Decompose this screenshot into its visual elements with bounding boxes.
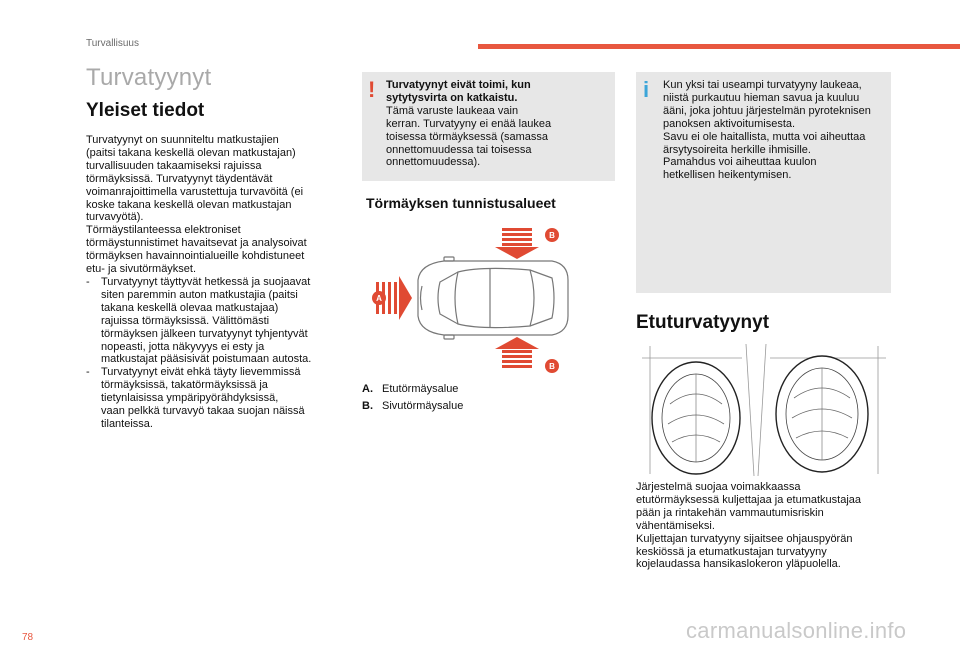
marker-b-top: B xyxy=(545,228,559,242)
bullet-text xyxy=(101,366,305,431)
text-line: törmäyksen havainnointialueille kohdistuneet xyxy=(86,250,305,263)
text-line: Savu ei ole haitallista, mutta voi aiheuttaa xyxy=(663,130,866,143)
page-title: Turvatyynyt xyxy=(86,64,212,91)
text-line: Järjestelmä suojaa voimakkaassa xyxy=(636,481,801,493)
text-line: Pamahdus voi aiheuttaa kuulon xyxy=(663,156,817,169)
text-line: törmäyksen jälkeen turvatyynyt tyhjentyvät xyxy=(101,327,308,340)
car-outline xyxy=(418,257,568,339)
text-line: ärsytysoireita herkille ihmisille. xyxy=(663,143,811,156)
driver-airbag xyxy=(652,362,740,474)
text-line: törmäyksissä. Turvatyynyt täydentävät xyxy=(86,172,273,185)
legend-key-a: A. xyxy=(362,383,373,395)
front-airbags-text xyxy=(636,481,898,571)
text-line: ääni, joka johtuu järjestelmän pyroteknisen xyxy=(663,104,871,117)
text-line: vähentämiseksi. xyxy=(636,519,715,532)
bullet-item xyxy=(86,276,348,366)
text-line: voimanrajoittimella varustettuja turvavöitä (ei xyxy=(86,185,304,198)
side-impact-arrow-bottom xyxy=(495,337,539,368)
bullet-item xyxy=(86,366,348,431)
watermark: carmanualsonline.info xyxy=(686,618,907,643)
text-line: (paitsi takana keskellä olevan matkustajan) xyxy=(86,146,296,159)
legend-label-b: Sivutörmäysalue xyxy=(382,399,464,412)
bullet-dash: - xyxy=(86,275,90,288)
side-impact-arrow-top xyxy=(495,228,539,259)
text-line: hetkellisen heikentymisen. xyxy=(663,169,792,182)
text-line: turvallisuuden takaamiseksi rajuissa xyxy=(86,159,262,172)
text-line: turvavyötä). xyxy=(86,211,144,224)
text-line: rajuissa törmäyksissä. Välittömästi xyxy=(101,314,270,327)
warning-body-text xyxy=(386,105,612,170)
legend-item-a xyxy=(362,383,602,396)
text-line: kojelaudassa hansikaslokeron yläpuolella. xyxy=(636,558,841,571)
general-info-text xyxy=(86,134,348,431)
text-line: toisessa törmäyksessä (samassa xyxy=(386,130,548,143)
text-line: takana keskellä olevaa matkustajaa) xyxy=(101,301,279,314)
page-number: 78 xyxy=(22,632,34,643)
text-line: Kun yksi tai useampi turvatyyny laukeaa, xyxy=(663,79,862,91)
text-line: törmäyksissä, takatörmäyksissä ja xyxy=(101,379,268,392)
legend-item-b xyxy=(362,400,602,413)
general-info-bullets xyxy=(86,276,348,431)
header-accent-rule xyxy=(478,44,960,49)
text-line: tietynlaisissa ympäripyörähdyksissä, xyxy=(101,392,279,405)
text-line: vaan pelkkä turvavyö takaa suojan näissä xyxy=(101,405,305,418)
marker-a: A xyxy=(372,291,386,305)
text-line: etu- ja sivutörmäykset. xyxy=(86,263,197,276)
info-icon: i xyxy=(643,77,650,102)
text-line: siten paremmin auton matkustajia (paitsi xyxy=(101,288,298,301)
text-line: Kuljettajan turvatyyny sijaitsee ohjauspyörän xyxy=(636,532,853,545)
warning-bold-text xyxy=(386,79,612,105)
crash-zones-diagram xyxy=(362,224,572,372)
warning-box xyxy=(362,72,615,181)
text-line: panoksen aktivoitumisesta. xyxy=(663,117,796,130)
text-line: matkustajat pääsisivät poistumaan autosta. xyxy=(101,353,312,366)
warning-text xyxy=(386,79,612,169)
info-text xyxy=(663,79,889,182)
legend-key-b: B. xyxy=(362,399,373,412)
text-line: onnettomuudessa). xyxy=(386,156,481,169)
text-line: pään ja rintakehän vammautumisriskin xyxy=(636,506,824,519)
text-line: törmäystunnistimet havaitsevat ja analysoivat xyxy=(86,237,307,250)
passenger-airbag xyxy=(776,356,868,472)
marker-b-bottom: B xyxy=(545,359,559,373)
text-line: sytytysvirta on katkaistu. xyxy=(386,91,518,104)
front-airbags-illustration xyxy=(642,344,886,476)
text-line: etutörmäyksessä kuljettajaa ja etumatkustajaa xyxy=(636,493,862,506)
text-line: Turvatyynyt eivät toimi, kun xyxy=(386,79,531,91)
heading-general-info: Yleiset tiedot xyxy=(86,100,205,121)
text-line: Tämä varuste laukeaa vain xyxy=(386,104,519,117)
text-line: Turvatyynyt eivät ehkä täyty lievemmissä xyxy=(101,366,301,379)
general-info-paragraph xyxy=(86,134,348,276)
text-line: koske takana keskellä olevan matkustajan xyxy=(86,198,292,211)
warning-icon: ! xyxy=(368,77,376,102)
zones-legend xyxy=(362,383,602,413)
bullet-text xyxy=(101,276,311,366)
text-line: onnettomuudessa tai toisessa xyxy=(386,143,532,156)
text-line: Turvatyynyt täyttyvät hetkessä ja suojaavat xyxy=(101,275,311,288)
text-line: tilanteissa. xyxy=(101,417,153,430)
text-line: nopeasti, jotta näkyvyys ei esty ja xyxy=(101,340,265,353)
text-line: Törmäystilanteessa elektroniset xyxy=(86,224,241,237)
legend-label-a: Etutörmäysalue xyxy=(382,383,459,395)
text-line: Turvatyynyt on suunniteltu matkustajien xyxy=(86,134,279,146)
text-line: niistä purkautuu hieman savua ja kuuluu xyxy=(663,91,860,104)
text-line: kerran. Turvatyyny ei enää laukea xyxy=(386,117,552,130)
bullet-dash: - xyxy=(86,366,90,379)
info-box xyxy=(636,72,891,293)
heading-front-airbags: Etuturvatyynyt xyxy=(636,312,770,333)
text-line: keskiössä ja etumatkustajan turvatyyny xyxy=(636,545,827,558)
section-label: Turvallisuus xyxy=(86,38,139,49)
heading-detection-zones: Törmäyksen tunnistusalueet xyxy=(366,195,556,211)
